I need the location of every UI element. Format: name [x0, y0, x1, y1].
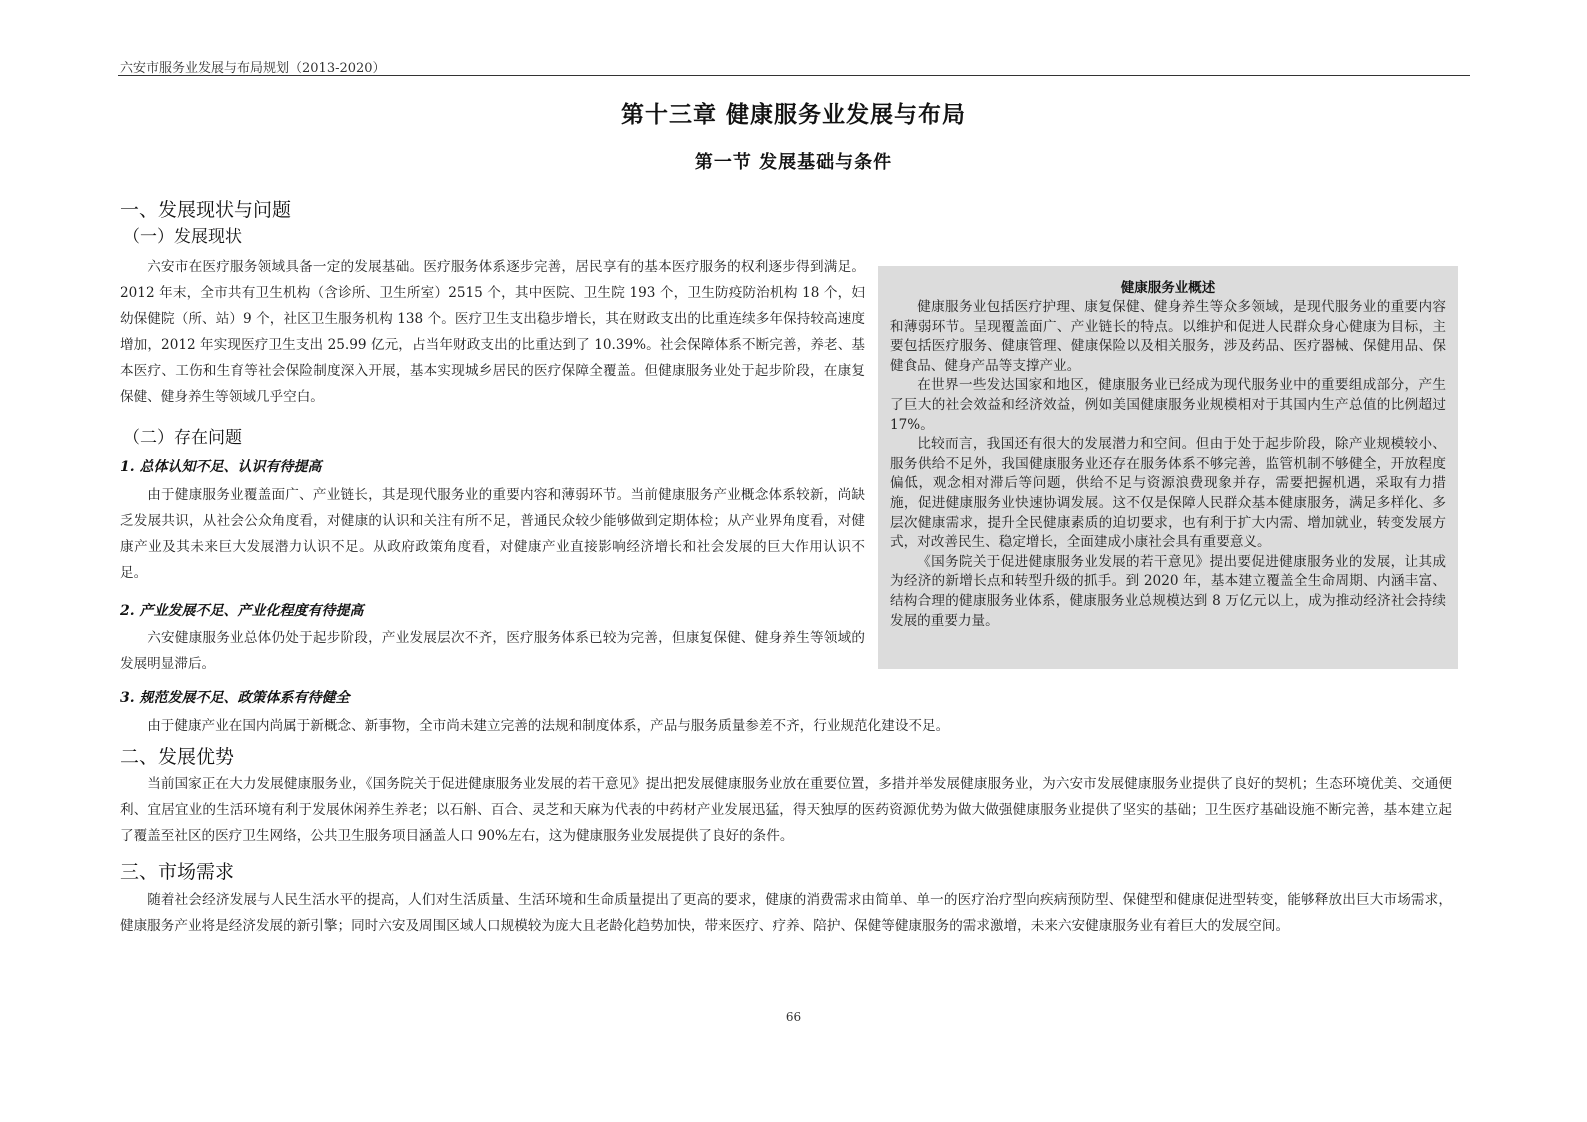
paragraph-market-demand: 随着社会经济发展与人民生活水平的提高，人们对生活质量、生活环境和生命质量提出了更高的要求，健康的消费需求由简单、单一的医疗治疗型向疾病预防型、保健型和健康促进型转变，能够释放出巨大市场需求，健康服务产业将是经济发展的新引擎；同时六安及周围区域人口规模较为庞大且老龄化趋势加快，带来医疗、疗养、陪护、保健等健康服务的需求激增，未来六安健康服务业有着巨大的发展空间。 — [120, 892, 1452, 934]
heading-status-and-problems: 一、发展现状与问题 — [120, 199, 292, 221]
heading-development-advantages: 二、发展优势 — [120, 746, 235, 768]
header-divider — [118, 75, 1470, 76]
heading-market-demand: 三、市场需求 — [120, 861, 235, 883]
sidebar-health-service-overview — [878, 266, 1458, 669]
subheading-current-status: （一）发展现状 — [123, 227, 242, 247]
sidebar-paragraph: 在世界一些发达国家和地区，健康服务业已经成为现代服务业中的重要组成部分，产生了巨大的社会效益和经济效益，例如美国健康服务业规模相对于其国内生产总值的比例超过 17%。 — [890, 377, 1446, 433]
page-number: 66 — [785, 1010, 802, 1024]
problem-1-title: 1. 总体认知不足、认识有待提高 — [120, 459, 322, 475]
problem-3-paragraph: 由于健康产业在国内尚属于新概念、新事物，全市尚未建立完善的法规和制度体系，产品与服务质量参差不齐，行业规范化建设不足。 — [147, 718, 950, 734]
paragraph-development-advantages: 当前国家正在大力发展健康服务业，《国务院关于促进健康服务业发展的若干意见》提出把发展健康服务业放在重要位置，多措并举发展健康服务业，为六安市发展健康服务业提供了良好的契机；生态环境优美、交通便利、宜居宜业的生活环境有利于发展休闲养生养老；以石斛、百合、灵芝和天麻为代表的中药材产业发展迅猛，得天独厚的医药资源优势为做大做强健康服务业提供了坚实的基础；卫生医疗基础设施不断完善，基本建立起了覆盖至社区的医疗卫生网络，公共卫生服务项目涵盖人口 90%左右，这为健康服务业发展提供了良好的条件。 — [120, 776, 1452, 844]
sidebar-title: 健康服务业概述 — [1120, 280, 1216, 296]
problem-2-title: 2. 产业发展不足、产业化程度有待提高 — [120, 603, 364, 619]
problem-2-paragraph: 六安健康服务业总体仍处于起步阶段，产业发展层次不齐，医疗服务体系已较为完善，但康复保健、健身养生等领域的发展明显滞后。 — [120, 630, 865, 672]
sidebar-paragraph: 健康服务业包括医疗护理、康复保健、健身养生等众多领域，是现代服务业的重要内容和薄弱环节。呈现覆盖面广、产业链长的特点。以维护和促进人民群众身心健康为目标，主要包括医疗服务、健康管理、健康保险以及相关服务，涉及药品、医疗器械、保健用品、保健食品、健身产品等支撑产业。 — [890, 299, 1446, 374]
problem-3-title: 3. 规范发展不足、政策体系有待健全 — [120, 690, 350, 706]
subheading-existing-problems: （二）存在问题 — [123, 428, 242, 448]
sidebar-paragraph: 比较而言，我国还有很大的发展潜力和空间。但由于处于起步阶段，除产业规模较小、服务供给不足外，我国健康服务业还存在服务体系不够完善，监管机制不够健全，开放程度偏低，观念相对滞后等问题，供给不足与资源浪费现象并存，需要把握机遇，采取有力措施，促进健康服务业快速协调发展。这不仅是保障人民群众基本健康服务，满足多样化、多层次健康需求，提升全民健康素质的迫切要求，也有利于扩大内需、增加就业，转变发展方式，对改善民生、稳定增长，全面建成小康社会具有重要意义。 — [890, 436, 1446, 551]
paragraph-current-status: 六安市在医疗服务领域具备一定的发展基础。医疗服务体系逐步完善，居民享有的基本医疗服务的权利逐步得到满足。2012 年末，全市共有卫生机构（含诊所、卫生所室）2515 个，其中医院、卫生院 193 个，卫生防疫防治机构 18 个，妇幼保健院（所、站）9 个，社区卫生服务机构 138 个。医疗卫生支出稳步增长，其在财政支出的比重连续多年保持较高速度增加，2012 年实现医疗卫生支出 25.99 亿元，占当年财政支出的比重达到了 10.39%。社会保障体系不断完善，养老、基本医疗、工伤和生育等社会保险制度深入开展，基本实现城乡居民的医疗保障全覆盖。但健康服务业处于起步阶段，在康复保健、健身养生等领域几乎空白。 — [120, 259, 865, 405]
sidebar-paragraph: 《国务院关于促进健康服务业发展的若干意见》提出要促进健康服务业的发展，让其成为经济的新增长点和转型升级的抓手。到 2020 年，基本建立覆盖全生命周期、内涵丰富、结构合理的健康服务业体系，健康服务业总规模达到 8 万亿元以上，成为推动经济社会持续发展的重要力量。 — [890, 553, 1446, 629]
section-title: 第一节 发展基础与条件 — [694, 152, 893, 173]
problem-1-paragraph: 由于健康服务业覆盖面广、产业链长，其是现代服务业的重要内容和薄弱环节。当前健康服务产业概念体系较新，尚缺乏发展共识，从社会公众角度看，对健康的认识和关注有所不足，普通民众较少能够做到定期体检；从产业界角度看，对健康产业及其未来巨大发展潜力认识不足。从政府政策角度看，对健康产业直接影响经济增长和社会发展的巨大作用认识不足。 — [120, 487, 865, 581]
chapter-title: 第十三章 健康服务业发展与布局 — [620, 102, 966, 128]
document-header-title: 六安市服务业发展与布局规划（2013-2020） — [120, 61, 386, 76]
